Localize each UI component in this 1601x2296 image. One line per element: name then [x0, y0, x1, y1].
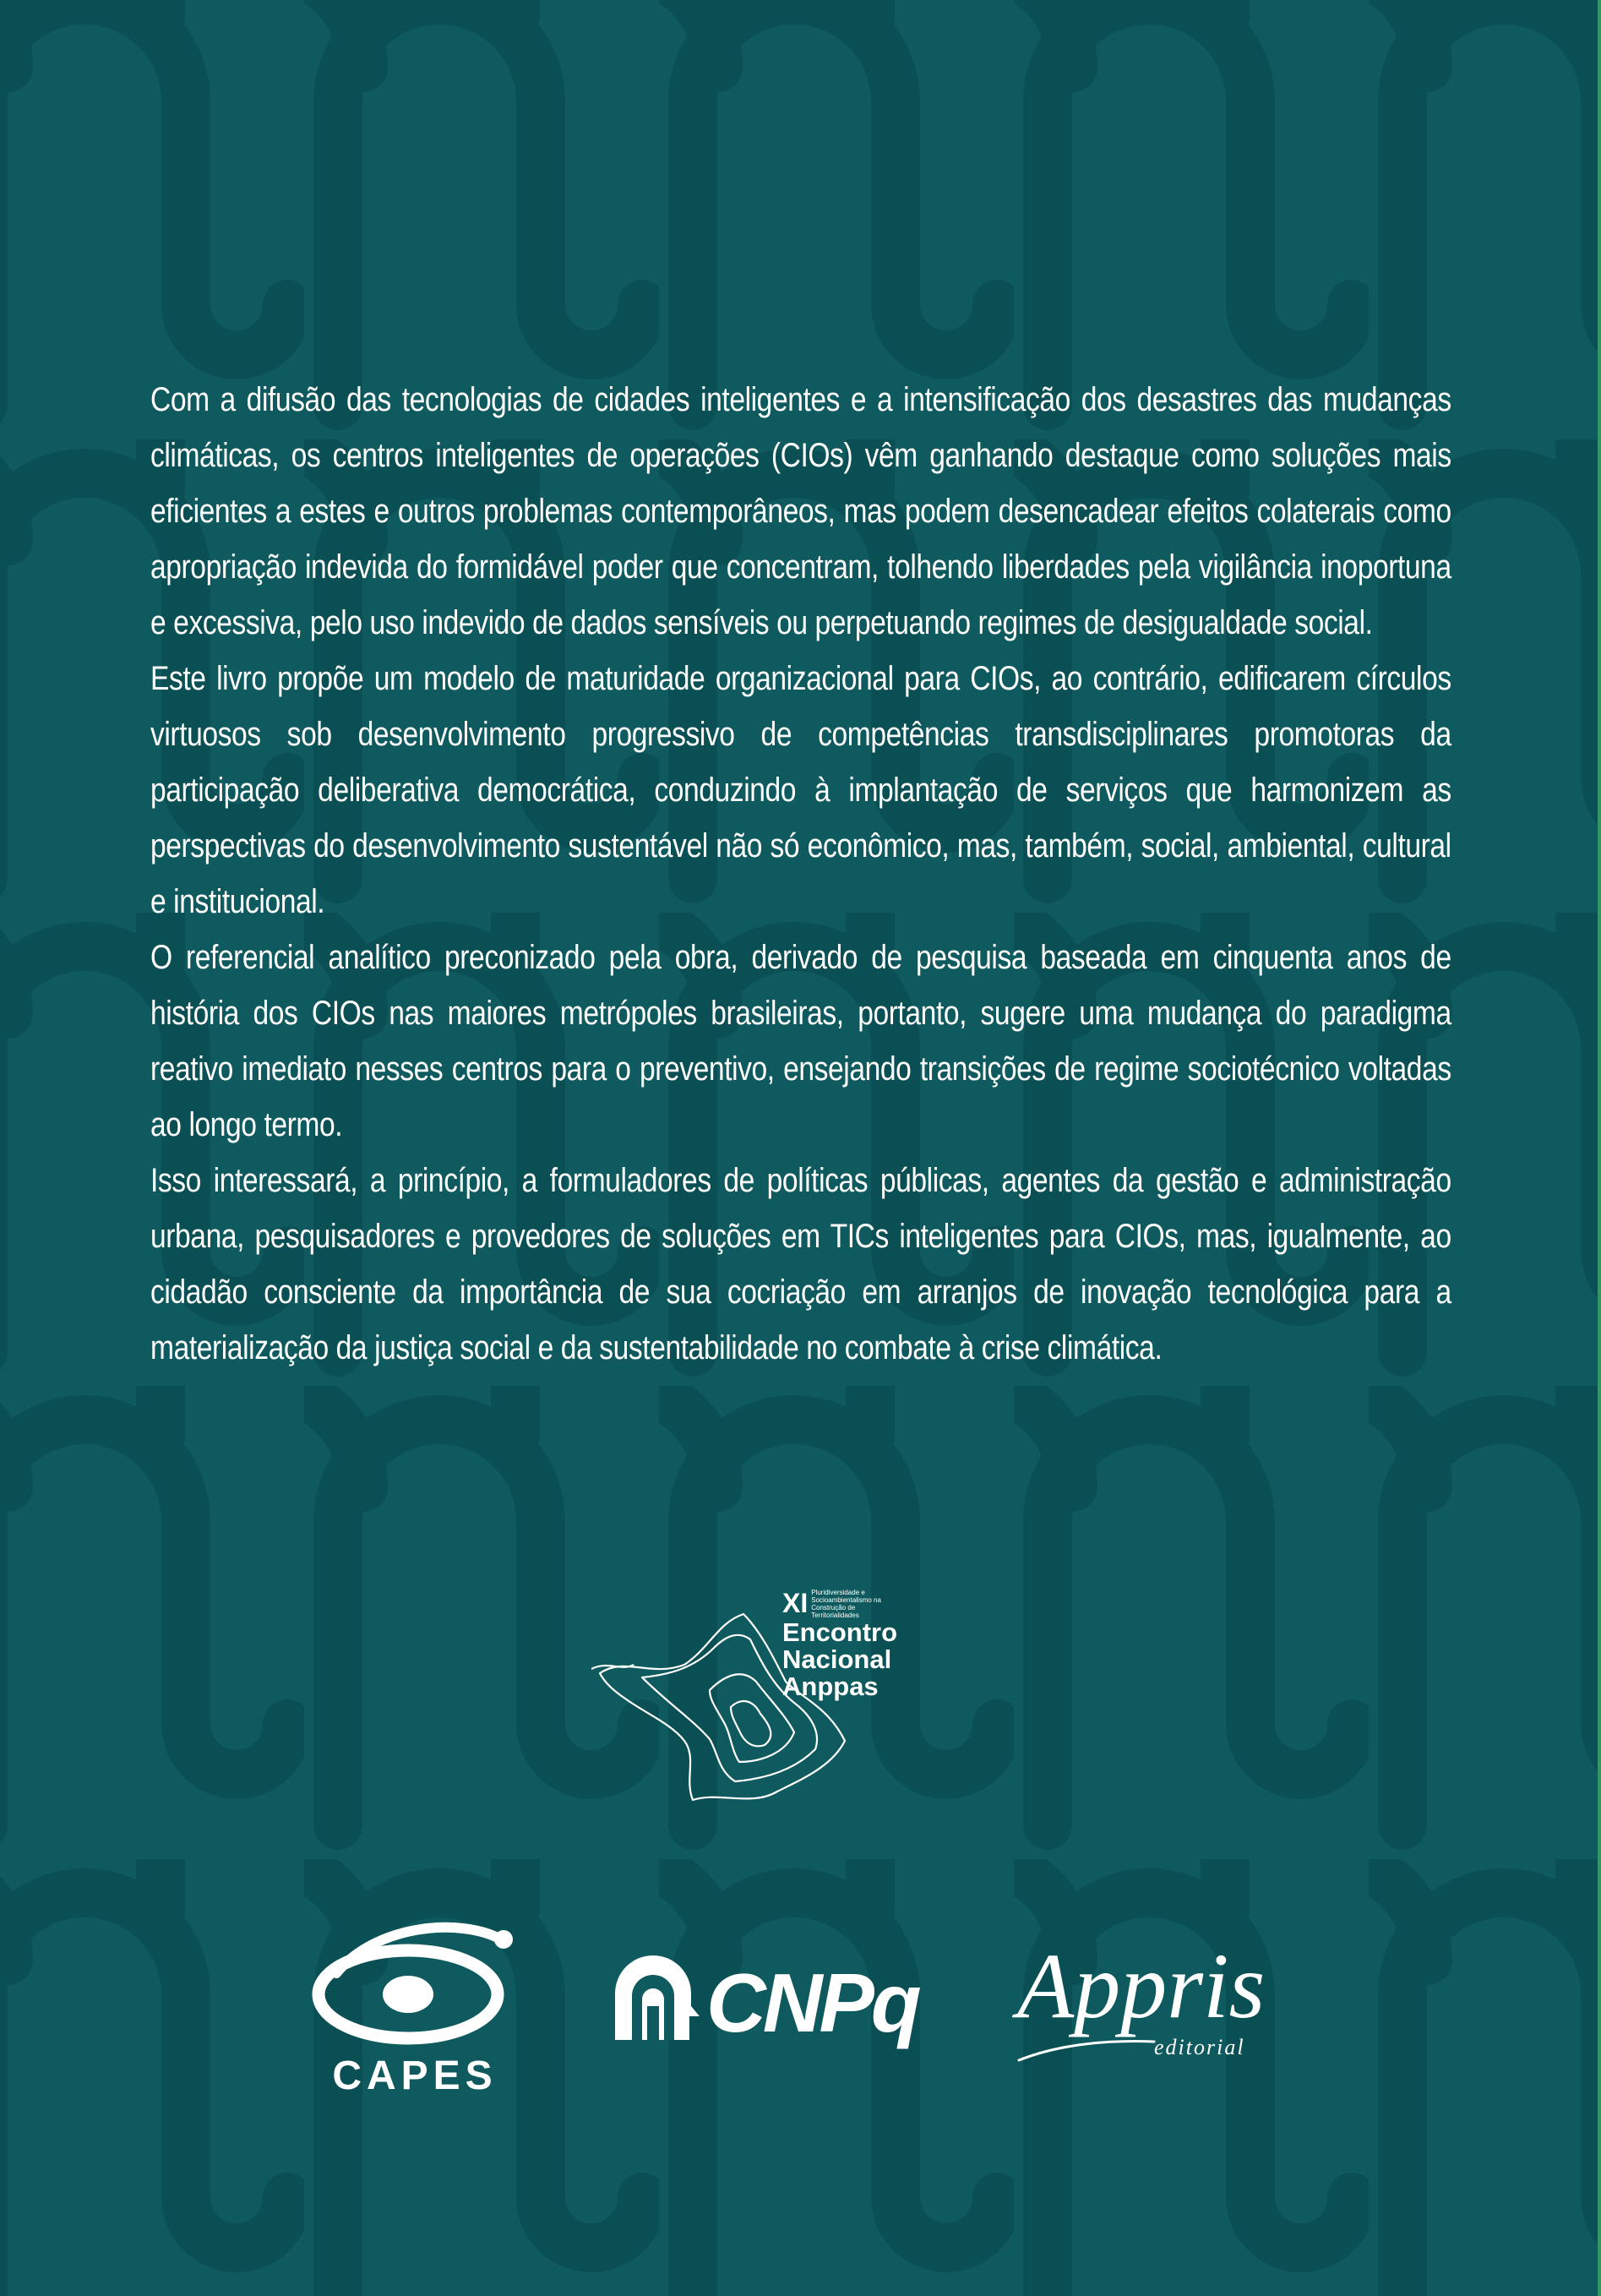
blurb-paragraph-4: Isso interessará, a princípio, a formuladores de políticas públicas, agentes da gestão e administração urbana, pesquisadores e provedores de soluções em TICs inteligentes para CIOs, mas, igualmente, ao cidadão consciente da importância de sua cocriação em arranjos de inovação tecnológica para a materialização da justiça social e da sustentabilidade no combate à crise climática.	[150, 1162, 1451, 1366]
appris-editorial-logo	[1010, 1935, 1298, 2079]
anppas-wordmark	[782, 1589, 904, 1700]
capes-label: CAPES	[332, 2053, 498, 2098]
anppas-line-nacional: Nacional	[782, 1644, 892, 1674]
blurb-paragraph-3: O referencial analítico preconizado pela obra, derivado de pesquisa baseada em cinquenta anos de história dos CIOs nas maiores metrópoles brasileiras, portanto, sugere uma mudança do paradigma reativo imediato nesses centros para o preventivo, ensejando transições de regime sociotécnico voltadas ao longo termo.	[150, 939, 1451, 1143]
cnpq-label: CNPq	[706, 1956, 918, 2049]
appris-label: Appris	[1017, 1934, 1266, 2037]
right-edge-stripe	[1598, 0, 1601, 2296]
appris-underline	[1010, 2035, 1298, 2069]
capes-eye-orbit-icon	[311, 1914, 514, 2058]
cnpq-head-icon	[598, 1947, 708, 2057]
anppas-tagline: Pluridiversidade e Socioambientalismo na Construção de Territorialidades	[811, 1589, 881, 1619]
anppas-line-anppas: Anppas	[782, 1672, 879, 1701]
back-cover-blurb	[150, 372, 1451, 1376]
blurb-paragraph-1: Com a difusão das tecnologias de cidades inteligentes e a intensificação dos desastres das mudanças climáticas, os centros inteligentes de operações (CIOs) vêm ganhando destaque como soluções mais eficientes a estes e outros problemas contemporâneos, mas podem desencadear efeitos colaterais como apropriação indevida do formidável poder que concentram, tolhendo liberdades pela vigilância inoportuna e excessiva, pelo uso indevido de dados sensíveis ou perpetuando regimes de desigualdade social.	[150, 381, 1451, 641]
capes-logo	[311, 1914, 514, 2100]
cnpq-logo	[598, 1944, 928, 2062]
blurb-paragraph-2: Este livro propõe um modelo de maturidade organizacional para CIOs, ao contrário, edificarem círculos virtuosos sob desenvolvimento progressivo de competências transdisciplinares promotoras da participação deliberativa democrática, conduzindo à implantação de serviços que harmonizem as perspectivas do desenvolvimento sustentável não só econômico, mas, também, social, ambiental, cultural e institucional.	[150, 660, 1451, 920]
appris-sublabel: editorial	[1154, 2035, 1245, 2059]
anppas-event-logo	[591, 1589, 946, 1808]
anppas-edition: XI	[782, 1588, 809, 1618]
anppas-line-encontro: Encontro	[782, 1617, 898, 1647]
